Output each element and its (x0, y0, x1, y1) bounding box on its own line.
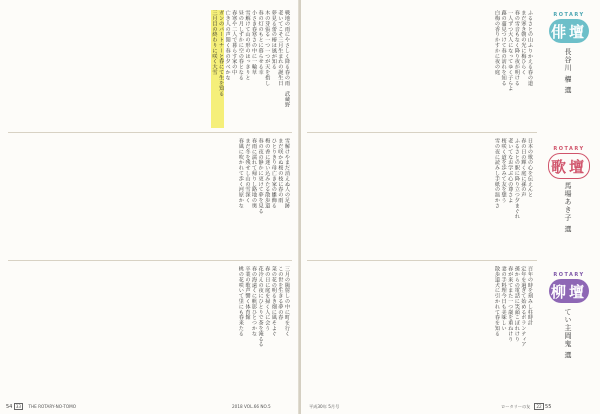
entry: 日本の歌の心を伝えんと (527, 138, 533, 198)
magazine-name-jp: ロータリーの友 (501, 404, 531, 409)
entry: 孫からの電話に笑顔こぼれけり (513, 266, 520, 342)
band-divider (8, 132, 292, 133)
entry: 定年を過ぎて始めるボランティア (520, 266, 527, 347)
kadan-judge: 馬場あき子 選 (564, 182, 572, 234)
entry: 白梅の香りかすかに夜の庭 (494, 10, 501, 75)
entry: 春の夜の静かに更けて夢を見る (257, 138, 264, 214)
entry: 春の海遠くに帆影ひとつかな (251, 266, 258, 337)
entry: まだ冬を残せし山の雪深く (244, 138, 251, 203)
entry: 桃の花咲いて里にも春来たる (237, 266, 244, 337)
entry: 雪解けて山の形のはっきりと (244, 10, 251, 81)
entry: 老いてこそ三月生まれの誕生日 (277, 10, 284, 86)
entry: 戦地の雨にやさしく降る春の雨 武蔵野 (284, 10, 290, 108)
entry: 一人ずつ大人になってゆく子らよ (507, 10, 514, 91)
haiku-title: 俳壇 (549, 19, 589, 43)
entry: 花冷えの夜にひとりで茶を淹るる (257, 266, 264, 347)
haiku-section-label (539, 12, 599, 43)
haiku-entries-top (10, 10, 290, 128)
issue-label: 2018 VOL.66 NO.5 (232, 404, 271, 409)
rotary-label: ROTARY (553, 146, 585, 152)
senryu-judge: てい主岡鬼 選 (564, 308, 572, 360)
haiku-entries-middle (10, 138, 290, 256)
page-badge: 33 (15, 404, 22, 409)
senryu-title: 柳壇 (549, 279, 589, 303)
entry: 春の雪音もなく降り夜が明ける (513, 10, 520, 86)
right-footer (501, 404, 551, 410)
entry: 夢見る蕾の椿は風が知る (270, 10, 277, 70)
magazine-name: THE ROTARY-NO-TOMO (28, 404, 77, 409)
rotary-label: ROTARY (553, 272, 585, 278)
entry: 雪の夜に読みし手紙の温かさ (494, 138, 501, 209)
band-divider (307, 132, 537, 133)
entry: 春雨に濡れて帰りし路地の奥 (251, 138, 258, 209)
entry: ふるさとの駅に降り立つ夕まぐれ (513, 138, 520, 219)
page-number: 55 (545, 404, 552, 410)
entry: 雪解けやまだ消えぬ人の足跡 (284, 138, 290, 209)
entry: 春寒や二人で暮らす家の中 (231, 10, 238, 75)
highlighted-entry: 三月目の終わりに咲く大雪 (211, 10, 218, 128)
haiku-entries-bottom (10, 266, 290, 396)
entry: 春が来てまた一つ歳を重ねけり (507, 266, 514, 342)
left-footer (6, 404, 76, 410)
entry: まだ寒き朝の光に梅ひらく (520, 10, 527, 75)
band-divider (8, 260, 292, 261)
entry: ふるさとの山ふりかえる春の道 (527, 10, 533, 86)
entry: 昼の月しずかに空の春となる (237, 10, 244, 81)
entry: まだ咲かぬ桜の枝に春の雨 (277, 138, 284, 203)
rotary-label: ROTARY (553, 12, 585, 18)
haiku-entries-right (307, 10, 533, 128)
entry: 桜咲く道を歩みて友を想う (500, 138, 507, 203)
haiku-judge: 長谷川 櫂 選 (564, 48, 572, 95)
entry: 妻の手料理今日も美味しい (500, 266, 507, 331)
kadan-section-label (539, 146, 599, 179)
right-footer-date: 平成30年 5月号 (309, 404, 340, 409)
entry: 木の芽張る一つ一つが天を指し (264, 10, 271, 86)
entry: 春風に吹かれて歩く河原かな (237, 138, 244, 209)
entry: 梅の香に迷い込みたる散歩道 (264, 138, 271, 209)
entry: ひとりきり母亡き家の雛飾る (270, 138, 277, 209)
entry: 春の灯のもとに暮らせる幸 (257, 10, 264, 75)
entry: 亡き人の声聞く春の夕べかな (224, 10, 231, 81)
entry: 散歩道犬に引かれて春を知る (494, 266, 501, 337)
entry: 春の日の輝く庭に孫の声 (520, 138, 527, 198)
senryu-section-label (539, 272, 599, 303)
band-divider (307, 260, 537, 261)
entry: 三月の陽射しの中に町を行く (284, 266, 290, 337)
entry: この世を生きる夢の春 (277, 266, 284, 320)
page-number: 54 (6, 404, 13, 410)
senryu-entries (307, 266, 533, 396)
tanka-entries (307, 138, 533, 256)
kadan-title: 歌壇 (548, 153, 590, 179)
entry: 蕗の薹見つけて春の訪れを知る (500, 10, 507, 86)
page-badge: 22 (536, 404, 542, 409)
entry: 老いてなお学ぶ心の尊さよ (507, 138, 514, 203)
entry: 菜の花の明るき畑に風そよぐ (270, 266, 277, 337)
entry: 卒業の歌声響く体育館 (244, 266, 251, 320)
right-page (301, 0, 600, 414)
entry: 百年の時を刻みし柱時計 (527, 266, 533, 326)
left-page (0, 0, 299, 414)
entry: 小さき春寒さの中に一輪草 (251, 10, 258, 75)
entry: 春の日に庭を掃く人に会う (264, 266, 271, 331)
highlighted-entry: ガンのパートナーと春にて生を知る (217, 10, 224, 128)
